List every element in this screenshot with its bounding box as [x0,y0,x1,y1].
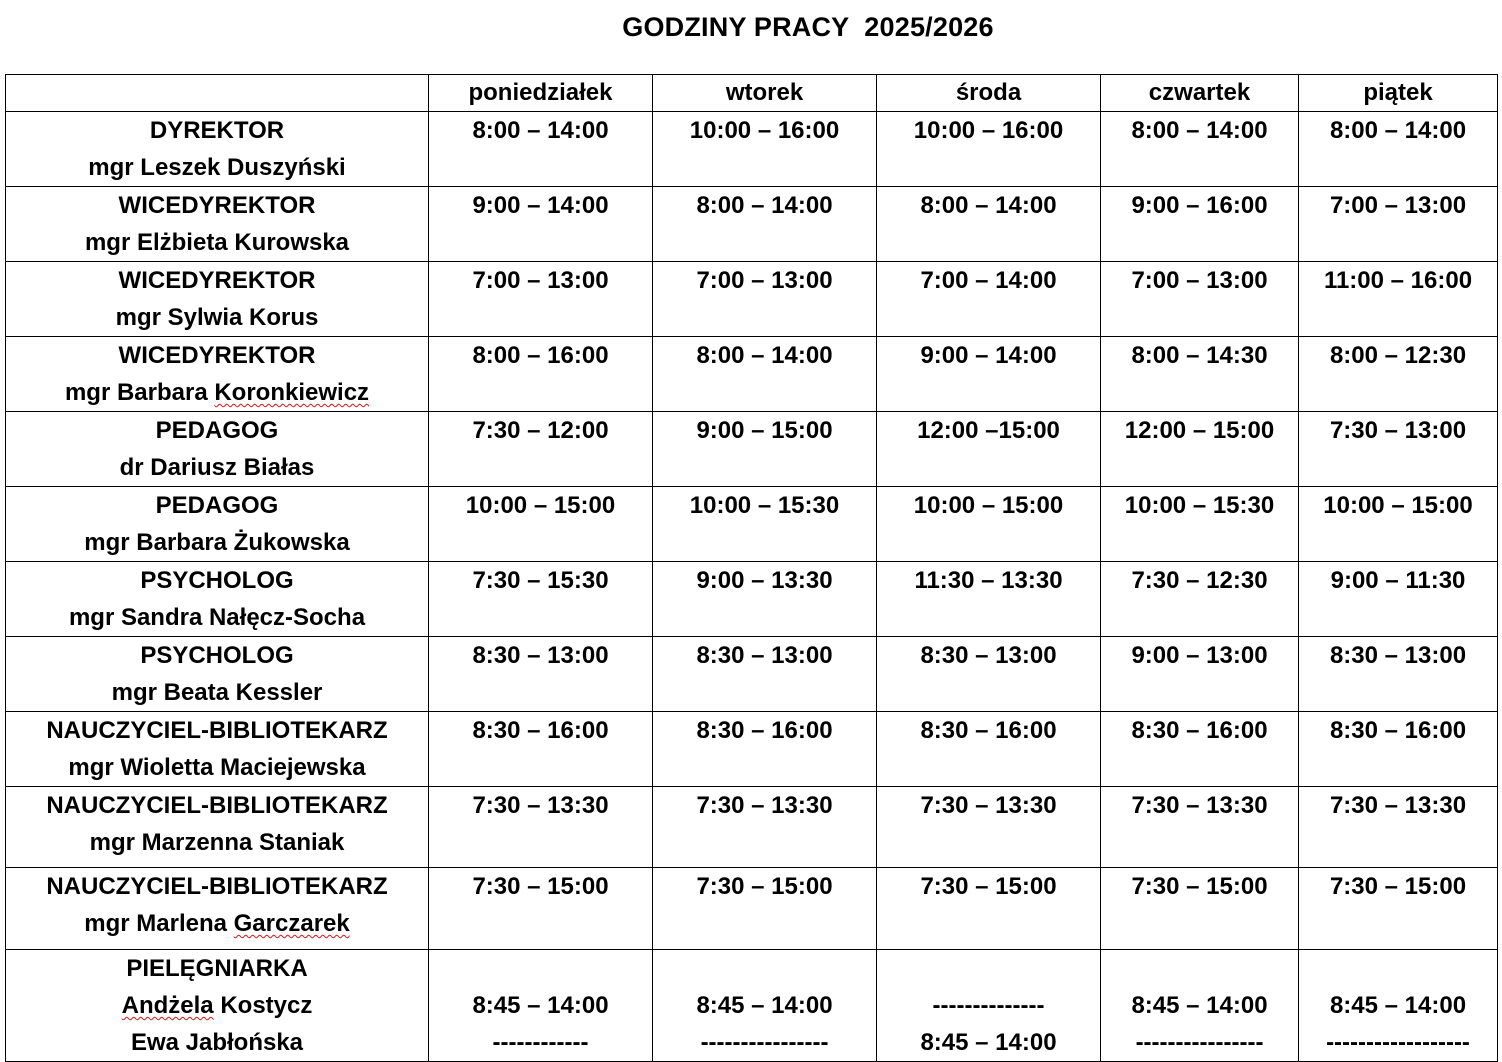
staff-name: mgr Leszek Duszyński [88,154,346,181]
staff-cell [6,487,429,562]
staff-cell [6,262,429,337]
hours-second: ------------------ [1326,1029,1470,1056]
staff-role: PEDAGOG [155,492,279,519]
hours-cell: 8:30 – 16:00 [429,712,653,787]
staff-name: mgr Wioletta Maciejewska [68,754,366,781]
hours-cell: 10:00 – 15:00 [429,487,653,562]
staff-name: mgr Sandra Nałęcz-Socha [68,604,366,631]
hours-cell: 7:00 – 14:00 [877,262,1101,337]
staff-cell [6,787,429,868]
header-empty-cell [6,75,429,112]
staff-cell [6,562,429,637]
hours-cell: 7:30 – 13:00 [1299,412,1498,487]
staff-role: DYREKTOR [149,117,285,144]
header-day-wednesday: środa [877,75,1101,112]
table-row [6,187,1498,262]
hours-cell: 7:30 – 12:30 [1101,562,1299,637]
hours-cell: 8:00 – 16:00 [429,337,653,412]
hours-second: ---------------- [1135,1029,1264,1056]
staff-role: PSYCHOLOG [140,567,294,594]
hours-cell: 7:30 – 15:00 [1299,868,1498,950]
staff-role: WICEDYREKTOR [118,192,316,219]
staff-cell [6,950,429,1062]
staff-name: Ewa Jabłońska [130,1029,304,1056]
hours-first: 8:45 – 14:00 [1131,992,1268,1019]
hours-cell: 9:00 – 14:00 [877,337,1101,412]
header-day-monday: poniedziałek [429,75,653,112]
hours-cell: 8:00 – 14:00 [1299,112,1498,187]
header-day-friday: piątek [1299,75,1498,112]
staff-name: Andżela Kostycz [121,992,313,1019]
hours-cell: 9:00 – 11:30 [1299,562,1498,637]
staff-cell [6,712,429,787]
table-row [6,562,1498,637]
staff-cell [6,412,429,487]
hours-second: ---------------- [700,1029,829,1056]
hours-cell: 7:00 – 13:00 [1101,262,1299,337]
header-row [6,75,1498,112]
staff-role: NAUCZYCIEL-BIBLIOTEKARZ [46,717,388,744]
staff-role: WICEDYREKTOR [118,267,316,294]
hours-cell: 8:00 – 14:00 [1101,112,1299,187]
table-row [6,487,1498,562]
hours-cell [877,950,1101,1062]
hours-cell: 7:30 – 13:30 [1101,787,1299,868]
hours-cell: 7:30 – 15:00 [429,868,653,950]
staff-role: NAUCZYCIEL-BIBLIOTEKARZ [46,873,388,900]
staff-role: PIELĘGNIARKA [126,955,308,982]
hours-cell: 8:30 – 16:00 [1299,712,1498,787]
hours-cell: 8:00 – 12:30 [1299,337,1498,412]
hours-second: ------------ [492,1029,589,1056]
hours-cell: 8:00 – 14:00 [653,187,877,262]
hours-cell: 8:30 – 13:00 [429,637,653,712]
hours-cell: 8:00 – 14:00 [429,112,653,187]
spellcheck-word: Garczarek [233,910,350,937]
staff-cell [6,187,429,262]
hours-cell: 7:30 – 15:30 [429,562,653,637]
hours-cell: 10:00 – 15:00 [877,487,1101,562]
staff-name: dr Dariusz Białas [119,454,315,481]
hours-cell: 8:00 – 14:00 [877,187,1101,262]
table-row [6,712,1498,787]
hours-first: -------------- [932,992,1045,1019]
staff-role: NAUCZYCIEL-BIBLIOTEKARZ [46,792,388,819]
hours-cell: 11:30 – 13:30 [877,562,1101,637]
hours-first: 8:45 – 14:00 [472,992,609,1019]
table-row [6,112,1498,187]
spellcheck-word: Andżela [121,992,214,1019]
staff-role: PSYCHOLOG [140,642,294,669]
hours-cell: 10:00 – 16:00 [877,112,1101,187]
hours-cell: 10:00 – 15:30 [1101,487,1299,562]
hours-second: 8:45 – 14:00 [920,1029,1057,1056]
staff-name: mgr Barbara Żukowska [84,529,350,556]
staff-name: mgr Barbara Koronkiewicz [64,379,370,406]
hours-cell [429,950,653,1062]
hours-cell: 9:00 – 15:00 [653,412,877,487]
staff-cell [6,337,429,412]
hours-first: 8:45 – 14:00 [696,992,833,1019]
hours-cell [1299,950,1498,1062]
table-row [6,787,1498,868]
staff-name: mgr Elżbieta Kurowska [84,229,350,256]
hours-cell: 8:30 – 13:00 [1299,637,1498,712]
hours-cell: 10:00 – 15:30 [653,487,877,562]
hours-cell: 8:00 – 14:00 [653,337,877,412]
hours-cell: 7:00 – 13:00 [429,262,653,337]
staff-name: mgr Beata Kessler [111,679,323,706]
header-day-tuesday: wtorek [653,75,877,112]
hours-cell: 12:00 –15:00 [877,412,1101,487]
hours-cell: 8:30 – 13:00 [653,637,877,712]
hours-cell: 9:00 – 13:30 [653,562,877,637]
hours-cell: 8:30 – 16:00 [1101,712,1299,787]
staff-role: WICEDYREKTOR [118,342,316,369]
work-hours-table [5,74,1498,1062]
table-row [6,262,1498,337]
staff-cell [6,112,429,187]
table-row [6,412,1498,487]
table-row-nurse [6,950,1498,1062]
staff-role: PEDAGOG [155,417,279,444]
staff-name: mgr Marzenna Staniak [89,829,345,856]
hours-cell: 7:30 – 13:30 [1299,787,1498,868]
hours-cell: 7:30 – 15:00 [1101,868,1299,950]
staff-cell [6,637,429,712]
header-day-thursday: czwartek [1101,75,1299,112]
staff-cell [6,868,429,950]
hours-cell: 7:30 – 12:00 [429,412,653,487]
table-row [6,868,1498,950]
hours-cell: 7:30 – 15:00 [877,868,1101,950]
hours-cell: 8:30 – 16:00 [653,712,877,787]
hours-cell: 7:30 – 13:30 [877,787,1101,868]
table-row [6,637,1498,712]
hours-cell: 8:30 – 16:00 [877,712,1101,787]
hours-cell: 9:00 – 16:00 [1101,187,1299,262]
hours-cell: 9:00 – 14:00 [429,187,653,262]
hours-cell [1101,950,1299,1062]
hours-cell: 9:00 – 13:00 [1101,637,1299,712]
hours-first: 8:45 – 14:00 [1329,992,1467,1019]
hours-cell: 10:00 – 16:00 [653,112,877,187]
hours-cell: 7:00 – 13:00 [1299,187,1498,262]
table-row [6,337,1498,412]
hours-cell [653,950,877,1062]
staff-name: mgr Marlena Garczarek [84,910,350,937]
hours-cell: 8:00 – 14:30 [1101,337,1299,412]
hours-cell: 8:30 – 13:00 [877,637,1101,712]
hours-cell: 7:30 – 13:30 [653,787,877,868]
staff-name: mgr Sylwia Korus [115,304,319,331]
spellcheck-word: Koronkiewicz [214,379,370,406]
hours-cell: 10:00 – 15:00 [1299,487,1498,562]
hours-cell: 7:30 – 13:30 [429,787,653,868]
page-title: GODZINY PRACY 2025/2026 [622,12,994,42]
hours-cell: 7:30 – 15:00 [653,868,877,950]
hours-cell: 11:00 – 16:00 [1299,262,1498,337]
hours-cell: 7:00 – 13:00 [653,262,877,337]
hours-cell: 12:00 – 15:00 [1101,412,1299,487]
